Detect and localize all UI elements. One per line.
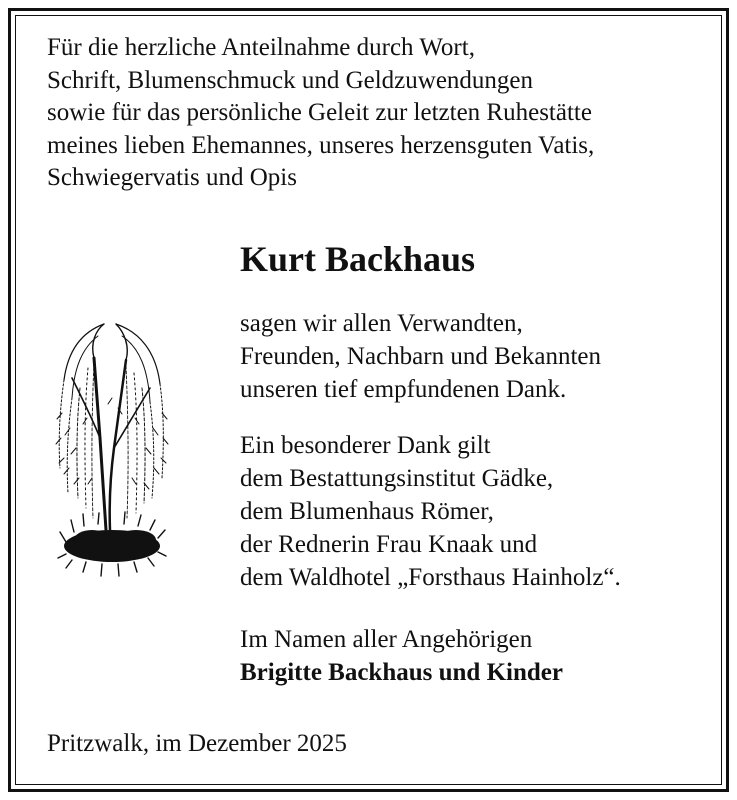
intro-line: Schrift, Blumenschmuck und Geldzuwendungen bbox=[47, 66, 534, 94]
intro-text bbox=[47, 32, 707, 195]
special-thanks-line: dem Bestattungsinstitut Gädke, bbox=[240, 465, 554, 492]
signature-preface: Im Namen aller Angehörigen bbox=[240, 626, 533, 653]
special-thanks-line: dem Waldhotel „Forsthaus Hainholz“. bbox=[240, 564, 621, 591]
intro-line: Schwiegervatis und Opis bbox=[47, 164, 297, 191]
thanks-line: sagen wir allen Verwandten, bbox=[240, 310, 523, 337]
intro-line: meines lieben Ehemannes, unseres herzensguten Vatis, bbox=[47, 131, 595, 159]
intro-line: sowie für das persönliche Geleit zur letzten Ruhestätte bbox=[47, 99, 592, 126]
place-date: Pritzwalk, im Dezember 2025 bbox=[47, 730, 347, 757]
thanks-text bbox=[240, 307, 601, 406]
special-thanks-line: Ein besonderer Dank gilt bbox=[240, 432, 491, 459]
special-thanks-line: dem Blumenhaus Römer, bbox=[240, 498, 494, 525]
thanks-line: Freunden, Nachbarn und Bekannten bbox=[240, 343, 601, 370]
intro-line: Für die herzliche Anteilnahme durch Wort, bbox=[47, 34, 475, 61]
thanks-line: unseren tief empfundenen Dank. bbox=[240, 376, 567, 403]
signature-names: Brigitte Backhaus und Kinder bbox=[240, 659, 563, 686]
special-thanks-line: der Rednerin Frau Knaak und bbox=[240, 531, 538, 558]
signature-block bbox=[240, 623, 563, 689]
weeping-willow-icon bbox=[52, 318, 172, 580]
deceased-name: Kurt Backhaus bbox=[240, 239, 476, 279]
special-thanks-text bbox=[240, 429, 621, 594]
